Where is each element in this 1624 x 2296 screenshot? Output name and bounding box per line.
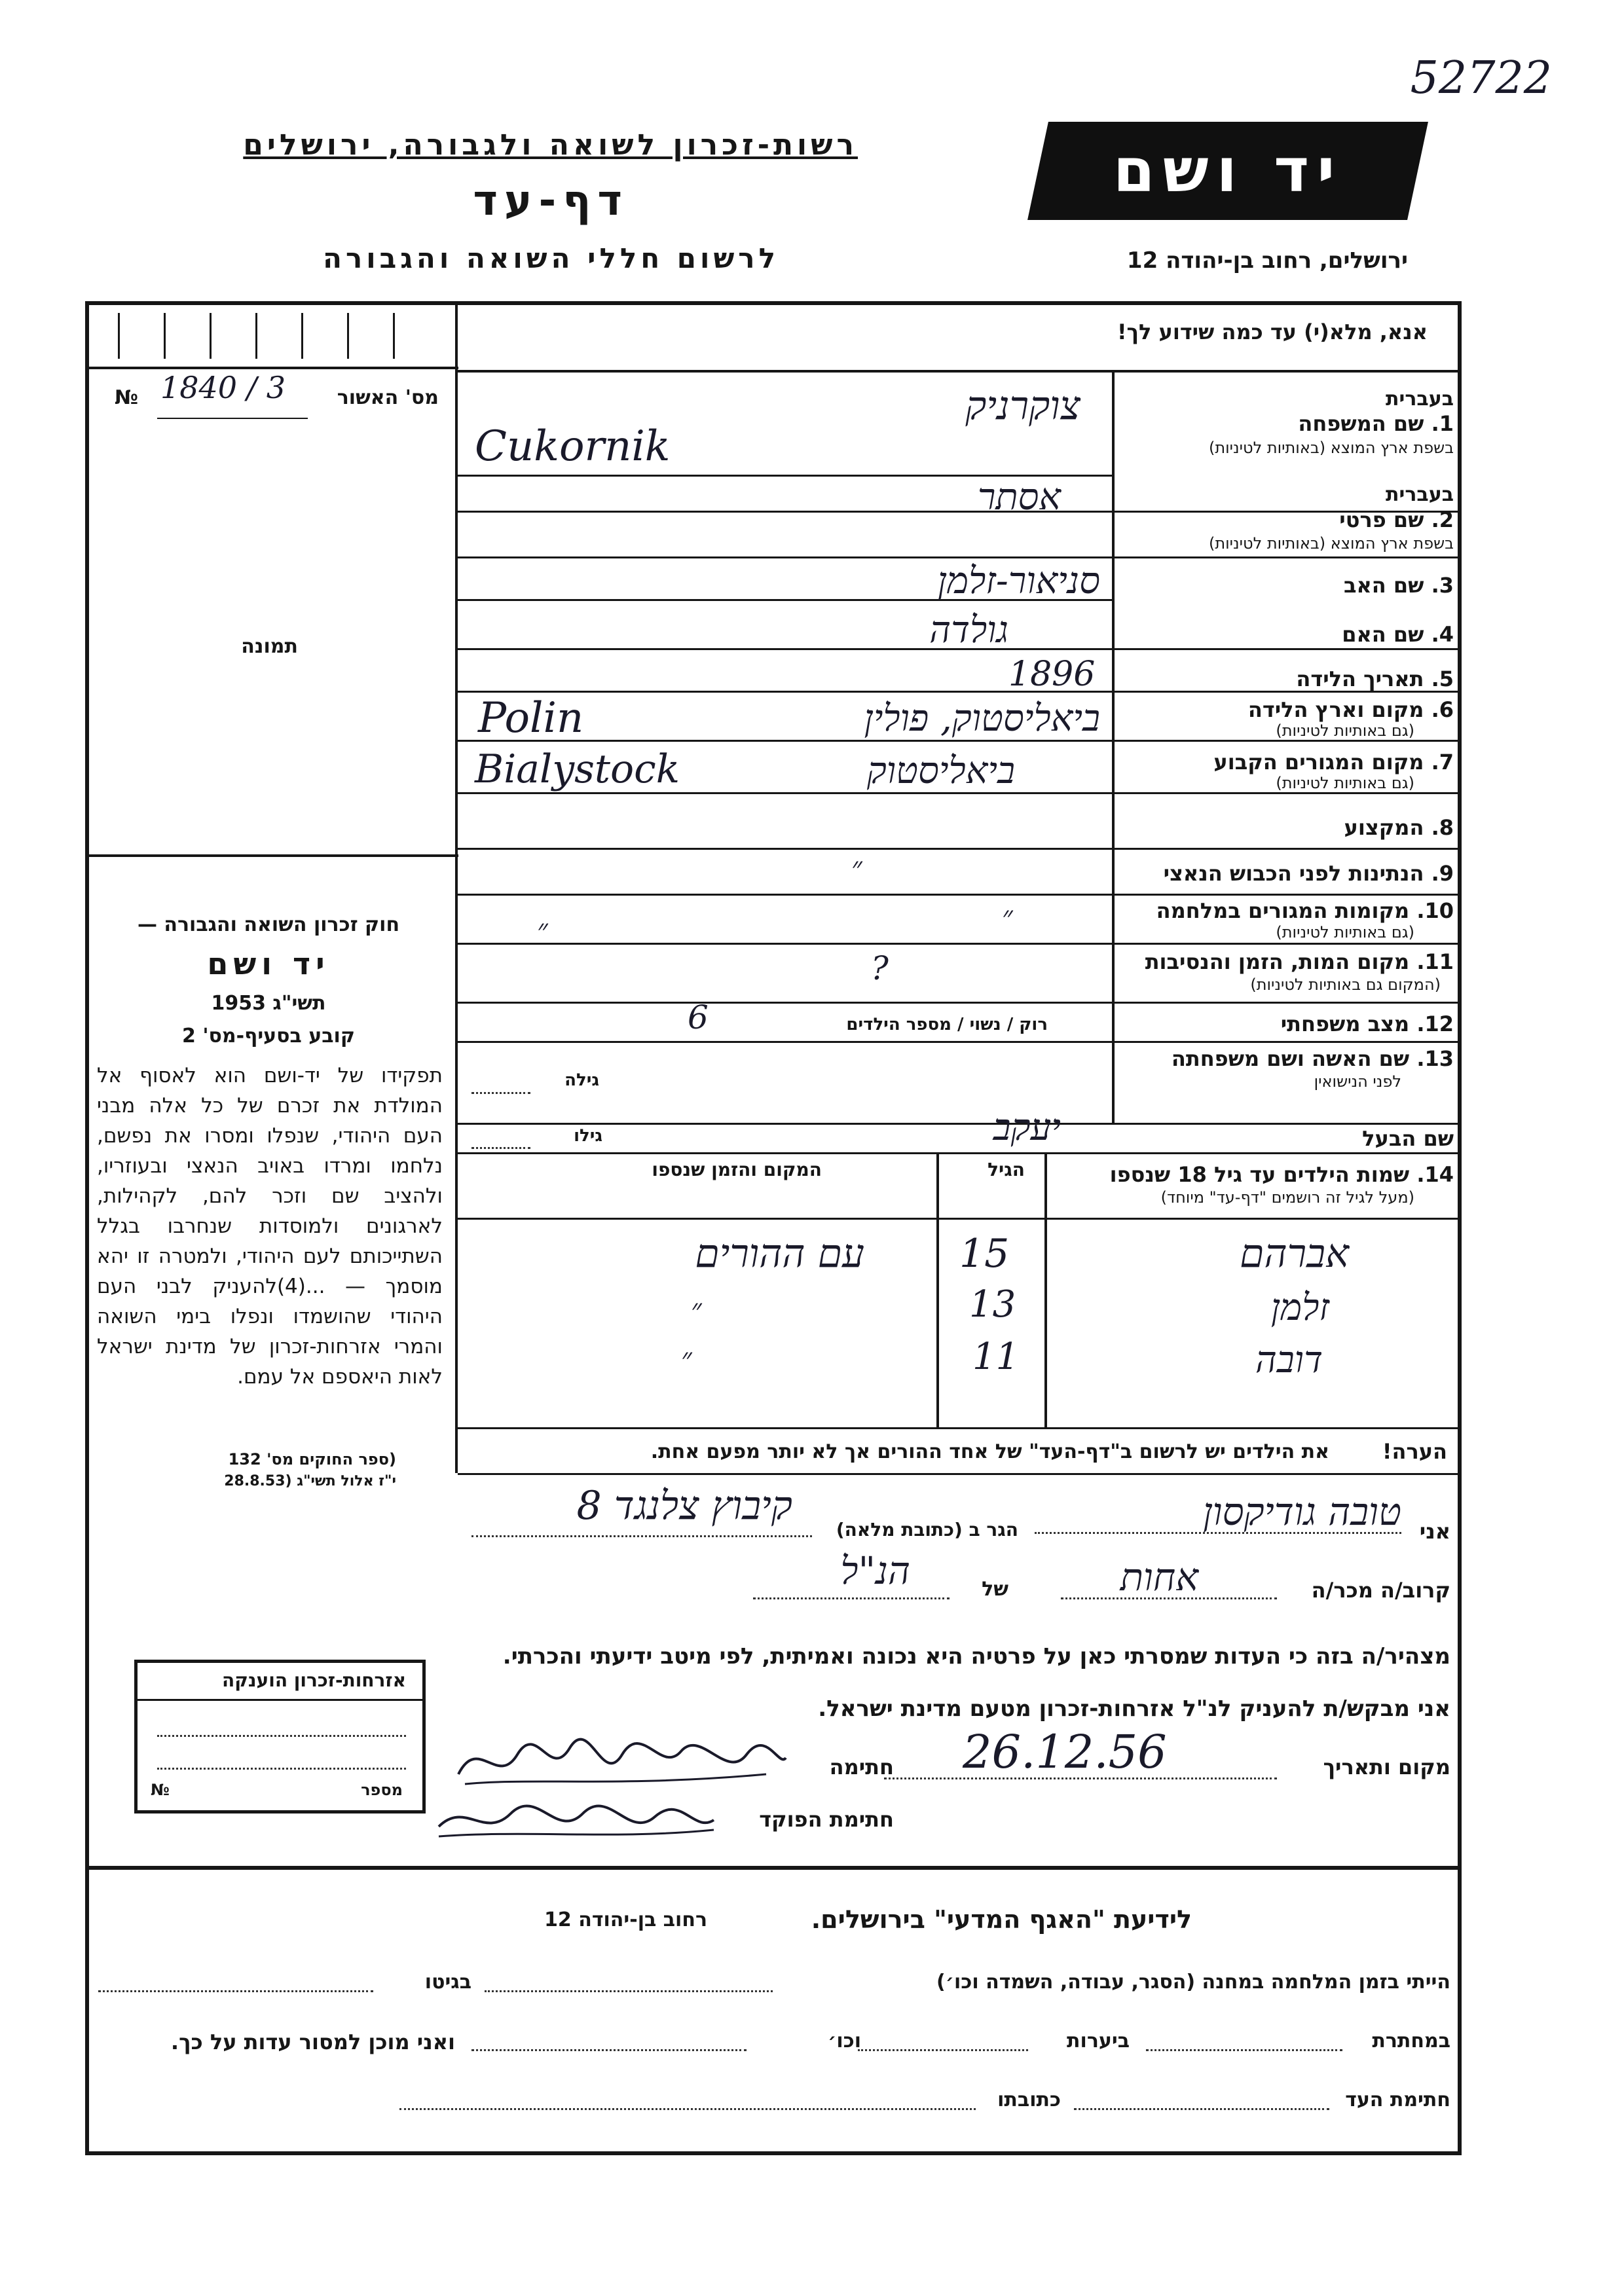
- bottom-etc: וכו׳: [828, 2030, 861, 2052]
- stamp-box-no: №: [151, 1781, 170, 1799]
- declaration-text: מצהיר/ה בזה כי העדות שמסרתי כאן על פרטיה היא נכונה ואמיתית, לפי מיטב ידיעתי והכרתי.: [502, 1643, 1450, 1669]
- officer-signature: [432, 1794, 720, 1846]
- child1-age: 15: [959, 1231, 1010, 1277]
- field6-value-he: ביאליסטוק, פולין: [864, 697, 1100, 740]
- intro-text: אנא, מלא(י) עד כמה שידוע לך!: [1116, 319, 1428, 344]
- bottom-forests: ביערות: [1067, 2030, 1130, 2052]
- declarant-address: קיבוץ צלנגד 8: [576, 1483, 792, 1529]
- note-label: הערה!: [1382, 1439, 1447, 1464]
- sidebar-brand: יד ושם: [207, 946, 330, 981]
- approval-label: מס' האשור: [337, 386, 439, 409]
- children-col-age: הגיל: [987, 1159, 1025, 1180]
- field11-sub: (המקום גם באותיות לטיניות): [1250, 975, 1441, 994]
- logo-text: יד ושם: [1113, 136, 1343, 206]
- field11-value: ?: [871, 949, 889, 987]
- field1-sub-latin: בשפת ארץ המוצא (באותיות לטיניות): [1209, 439, 1454, 457]
- field9-value: ״: [851, 851, 862, 884]
- husband-age-label: גילו: [574, 1126, 602, 1146]
- field13-age-label: גילה: [564, 1070, 599, 1090]
- husband-label: שם הבעל: [1362, 1126, 1454, 1151]
- field1-value-he: צוקרניק: [965, 383, 1080, 429]
- field9-label: 9. הנתינות לפני הכבוש הנאצי: [1163, 861, 1454, 886]
- sidebar-ref2: י"ז אלול תשי"ג (28.8.53: [224, 1473, 396, 1489]
- note-text: את הילדים יש לרשום ב"דף-העד" של אחד ההורים אך לא יותר מפעם אחת.: [650, 1440, 1329, 1463]
- field7-sub: (גם באותיות לטיניות): [1276, 774, 1414, 792]
- officer-signature-label: חתימת הפוקד: [759, 1807, 894, 1832]
- field13-sub: לפני הנישואין: [1314, 1072, 1401, 1091]
- field2-value-he: אסתר: [977, 476, 1061, 519]
- sidebar-text: תפקידו של יד-ושם הוא לאסוף אל המולדת את זכרם של כל אלה מבני העם היהודי, שנפלו ומסרו את נפשם, נלחמו ומרדו באויב הנאצי ובעוזריו, ולהציב שם וזכר להם, לקהילות, לארגונים ולמוסדות שנחרבו בגלל השתייכותם לעם היהודי, ולמטרה זו יהא מוסמך — ...(4)להעניק לבני העם היהודי שהושמדו ונפלו בימי השואה והמרי אזרחות-זכרון של מדינת ישראל לאות היאספם אל עמם.: [97, 1064, 443, 1389]
- field7-value-he: ביאליסטוק: [866, 750, 1015, 792]
- field8-label: 8. המקצוע: [1344, 815, 1454, 840]
- sidebar-ref1: (ספר החוקים מס' 132: [228, 1450, 396, 1468]
- field1-label: 1. שם המשפחה: [1298, 411, 1454, 436]
- relation-value: אחות: [1120, 1555, 1198, 1599]
- husband-value: יעקב: [993, 1106, 1061, 1149]
- field6-value-latin: Polin: [478, 694, 584, 742]
- bottom-witness-signature: חתימת העד: [1345, 2088, 1450, 2111]
- field13-label: 13. שם האשה ושם משפחתה: [1171, 1046, 1454, 1071]
- approval-value: 1840 / 3: [160, 370, 286, 405]
- child3-place: ״: [681, 1342, 692, 1376]
- sidebar-year: תשי"ג 1953: [211, 992, 326, 1015]
- field6-label: 6. מקום וארץ הלידה: [1247, 697, 1454, 722]
- org-line: רשות-זכרון לשואה ולגבורה, ירושלים: [243, 128, 858, 162]
- form-title: דף-עד: [473, 177, 629, 225]
- field2-sub-latin: בשפת ארץ המוצא (באותיות לטיניות): [1209, 534, 1454, 553]
- bottom-address-label: כתובתו: [997, 2088, 1061, 2111]
- approval-no-label: №: [115, 386, 139, 409]
- field4-label: 4. שם האם: [1342, 622, 1454, 647]
- bottom-address: רחוב בן-יהודה 12: [544, 1908, 707, 1931]
- bottom-underground: במחתרת: [1372, 2030, 1450, 2052]
- child2-age: 13: [969, 1283, 1016, 1326]
- photo-label: תמונה: [241, 635, 298, 658]
- child2-name: זלמן: [1270, 1286, 1329, 1329]
- field12-value: 6: [688, 998, 709, 1036]
- field3-value: סניאור-זלמן: [937, 560, 1100, 602]
- field5-label: 5. תאריך הלידה: [1296, 666, 1454, 691]
- field12-template: רוק / נשוי / מספר הילדים: [846, 1015, 1048, 1034]
- sidebar-law: חוק זכרון השואה והגבורה —: [137, 913, 400, 936]
- stamp-box-title: אזרחות-זכרון הוענקה: [222, 1669, 406, 1691]
- address: ירושלים, רחוב בן-יהודה 12: [1126, 247, 1408, 274]
- document-number: 52722: [1410, 52, 1552, 104]
- signature-label: חתימה: [829, 1755, 894, 1779]
- declarant-signature: [452, 1728, 792, 1794]
- field5-value: 1896: [1008, 655, 1096, 694]
- resides-label: הגר ב (כתובת מלאה): [836, 1519, 1018, 1540]
- child3-age: 11: [972, 1336, 1020, 1378]
- field6-sub: (גם באותיות לטיניות): [1276, 721, 1414, 740]
- place-date-label: מקום ותאריך: [1323, 1755, 1450, 1779]
- field12-label: 12. מצב משפחתי: [1280, 1011, 1454, 1036]
- form-subtitle: לרשום חללי השואה והגבורה: [323, 242, 779, 274]
- bottom-line1: הייתי בזמן המלחמה במחנה (הסגר, עבודה, השמדה וכו׳): [936, 1971, 1450, 1994]
- children-title: 14. שמות הילדים עד גיל 18 שנספו: [1109, 1162, 1454, 1187]
- request-text: אני מבקש/ת להעניק לנ"ל אזרחות-זכרון מטעם מדינת ישראל.: [818, 1696, 1450, 1722]
- field11-label: 11. מקום המות, הזמן והנסיבות: [1145, 949, 1454, 974]
- declarant-ani: אני: [1419, 1519, 1450, 1544]
- bottom-title: לידיעת "האגף המדעי" בירושלים.: [811, 1905, 1192, 1934]
- bottom-ghetto: בגיטו: [424, 1971, 471, 1994]
- stamp-box-number-label: מספר: [361, 1781, 403, 1799]
- field10-value: ״: [1002, 900, 1013, 934]
- logo: [1027, 122, 1428, 220]
- place-date-value: 26.12.56: [963, 1725, 1167, 1779]
- field2-label: 2. שם פרטי: [1339, 507, 1454, 532]
- child1-name: אברהם: [1240, 1231, 1349, 1277]
- of-label: של: [982, 1578, 1008, 1601]
- child2-place: ״: [691, 1293, 702, 1326]
- children-col-place: המקום והזמן שנספו: [652, 1159, 822, 1180]
- stamp-box: [134, 1660, 426, 1813]
- field10-value2: ״: [537, 913, 548, 947]
- approval-ticks: [105, 313, 432, 359]
- child1-place: עם ההורים: [695, 1231, 864, 1277]
- field1-sub-he: בעברית: [1386, 388, 1454, 410]
- field10-sub: (גם באותיות לטיניות): [1276, 923, 1414, 941]
- field7-value-latin: Bialystock: [475, 746, 680, 792]
- field10-label: 10. מקומות המגורים במלחמה: [1156, 898, 1454, 923]
- relation-label: קרוב/ה מכר/ה: [1311, 1578, 1450, 1603]
- children-note: (מעל לגיל זה רושמים "דף-עד" מיוחד): [1160, 1188, 1414, 1207]
- sidebar-clause: קובע בסעיף-מס' 2: [182, 1025, 355, 1048]
- field1-value-latin: Cukornik: [475, 422, 671, 471]
- field7-label: 7. מקום המגורים הקבוע: [1213, 750, 1454, 774]
- of-value: הנ"ל: [840, 1548, 910, 1593]
- field2-sub-he: בעברית: [1386, 483, 1454, 506]
- bottom-ready: ואני מוכן למסור עדות על כך.: [170, 2030, 455, 2054]
- declarant-name: טובה גודיקסון: [1202, 1489, 1401, 1534]
- field3-label: 3. שם האב: [1343, 573, 1454, 598]
- child3-name: דובה: [1255, 1339, 1323, 1381]
- field4-value: גולדה: [929, 609, 1008, 651]
